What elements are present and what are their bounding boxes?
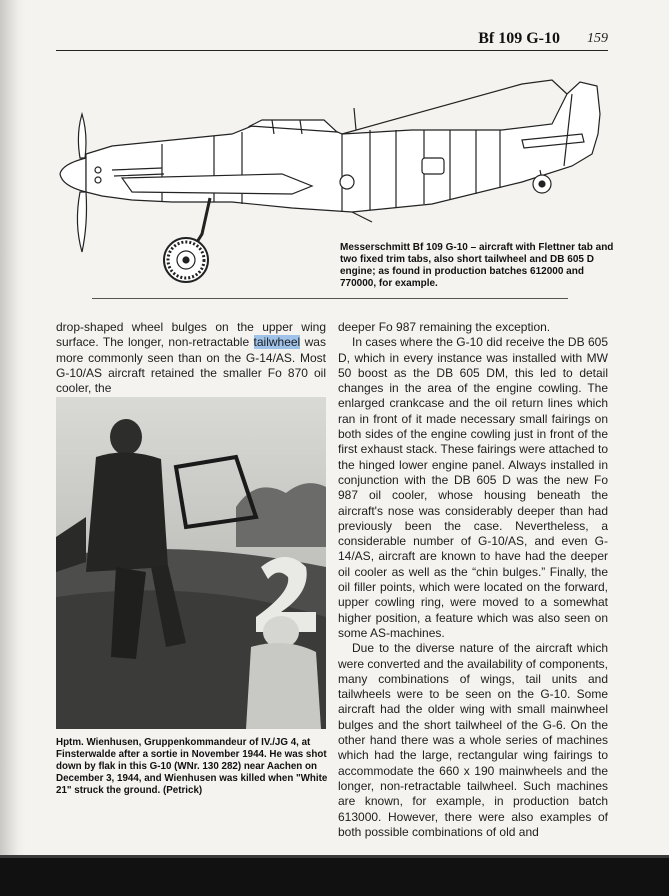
right-paragraph-2: In cases where the G-10 did receive the DB 605 D, which in every instance was installed with MW 50 boost as the DB 605 DM, this led to detail changes in the area of the engine cowling. The enlarged crankcase and the oil return lines which ran in front of it made necessary small fairings on both sides of the engine cowling just in front of the first exhaust stack. These fairings were attached to the hinged lower engine panel. Always installed in conjunction with the DB 605 D was the new Fo 987 oil cooler, whose housing beneath the aircraft's nose was considerably deeper than had previously been the case. Nevertheless, a considerable number of G-10/AS, and even G-14/AS, aircraft are known to have had the deeper oil cooler as well as the “chin bulges.” Finally, the oil filler points, which were located on the forward, upper cowling ring, were moved to a somewhat higher position, a feature which was also seen on some AS-machines. <box>338 335 608 640</box>
highlighted-word[interactable]: tailwheel <box>253 335 301 350</box>
divider-rule <box>92 298 568 299</box>
right-paragraph-3: Due to the diverse nature of the aircraft which were converted and the availability of components, many combinations of wings, tail units and tailwheels were to be seen on the G-10. Some aircraft had the older wing with small mainwheel bulges and the short tailwheel of the G-6. On the other hand there was a whole series of machines which had the large, rectangular wing fairings to accommodate the 660 x 190 mainwheels and the longer, non-retractable tailwheel. Such machines are known, for example, in production batch 613000. However, there were also examples of both possible combinations of old and <box>338 641 608 839</box>
photo-caption: Hptm. Wienhusen, Gruppenkommandeur of IV./JG 4, at Finsterwalde after a sortie in November 1944. He was shot down by flak in this G-10 (WNr. 130 282) near Aachen on December 3, 1944, and Wienhusen was killed when "White 21" struck the ground. (Petrick) <box>56 737 328 796</box>
left-column-text <box>56 320 326 396</box>
pilot-photo <box>56 397 326 729</box>
page-number: 159 <box>587 31 608 46</box>
running-title: Bf 109 G-10 <box>478 30 560 47</box>
scanner-bottom-edge <box>0 855 669 896</box>
drawing-caption: Messerschmitt Bf 109 G-10 – aircraft with Flettner tab and two fixed trim tabs, also short tailwheel and DB 605 D engine; as found in production batches 612000 and 770000, for example. <box>340 242 614 289</box>
text-segment: drop-shaped wheel bulges on the upper wing surface. The longer, non-retractable <box>56 320 326 350</box>
right-column-text <box>338 320 608 840</box>
page-header <box>56 30 608 51</box>
left-paragraph <box>56 320 326 396</box>
text-segment: was more commonly seen than on the G-14/AS. Most G-10/AS aircraft retained the smaller Fo 870 oil cooler, the <box>56 335 326 396</box>
right-paragraph-1: deeper Fo 987 remaining the exception. <box>338 320 551 334</box>
